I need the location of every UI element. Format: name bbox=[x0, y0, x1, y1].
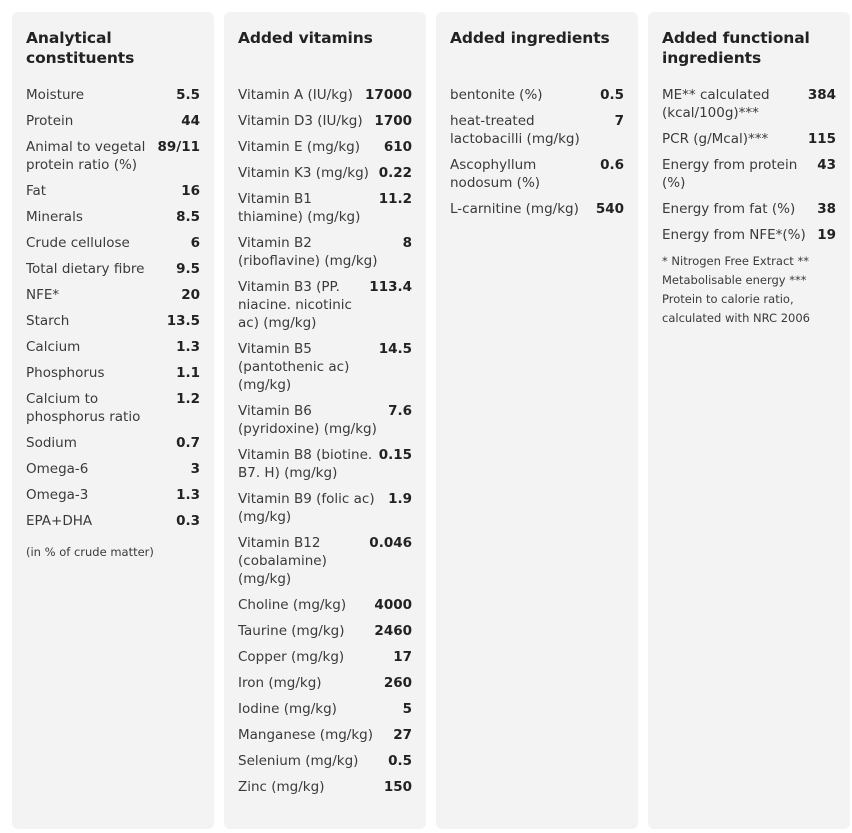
row-label: Minerals bbox=[26, 209, 83, 225]
row-label: Calcium to phosphorus ratio bbox=[26, 391, 141, 425]
added-vitamins-panel bbox=[224, 12, 426, 829]
table-row bbox=[238, 534, 412, 588]
row-label: EPA+DHA bbox=[26, 513, 93, 529]
row-value: 7.6 bbox=[388, 403, 412, 419]
row-value: 5.5 bbox=[176, 87, 200, 103]
row-value: 8 bbox=[402, 235, 412, 251]
row-label: bentonite (%) bbox=[450, 87, 543, 103]
table-row bbox=[26, 338, 200, 356]
row-label: Animal to vegetal protein ratio (%) bbox=[26, 139, 146, 173]
row-value: 1.9 bbox=[388, 491, 412, 507]
table-row bbox=[450, 156, 624, 192]
row-label: Selenium (mg/kg) bbox=[238, 753, 359, 769]
table-row bbox=[26, 182, 200, 200]
analytical-rows bbox=[26, 86, 200, 530]
row-label: Fat bbox=[26, 183, 47, 199]
added-ingredients-panel bbox=[436, 12, 638, 829]
row-label: Choline (mg/kg) bbox=[238, 597, 347, 613]
table-row bbox=[26, 434, 200, 452]
table-row bbox=[662, 86, 836, 122]
added-functional-ingredients-title: Added functional ingredients bbox=[662, 29, 810, 67]
row-value: 0.3 bbox=[176, 513, 200, 529]
row-value: 4000 bbox=[374, 597, 412, 613]
row-label: Vitamin D3 (IU/kg) bbox=[238, 113, 363, 129]
row-value: 260 bbox=[383, 675, 412, 691]
table-row bbox=[450, 200, 624, 218]
row-value: 11.2 bbox=[378, 191, 412, 207]
row-label: NFE* bbox=[26, 287, 60, 303]
table-row bbox=[238, 234, 412, 270]
table-row bbox=[26, 312, 200, 330]
row-label: Moisture bbox=[26, 87, 85, 103]
ingredient-rows bbox=[450, 86, 624, 218]
added-vitamins-title: Added vitamins bbox=[238, 29, 373, 47]
table-row bbox=[26, 486, 200, 504]
row-label: PCR (g/Mcal)*** bbox=[662, 131, 769, 147]
table-row bbox=[238, 596, 412, 614]
row-value: 14.5 bbox=[378, 341, 412, 357]
table-row bbox=[26, 364, 200, 382]
row-label: Vitamin B2 (riboflavine) (mg/kg) bbox=[238, 235, 378, 269]
row-label: Manganese (mg/kg) bbox=[238, 727, 373, 743]
row-value: 1.1 bbox=[176, 365, 200, 381]
table-row bbox=[238, 490, 412, 526]
row-label: Energy from fat (%) bbox=[662, 201, 796, 217]
table-row bbox=[662, 156, 836, 192]
vitamin-rows bbox=[238, 86, 412, 796]
row-value: 3 bbox=[190, 461, 200, 477]
row-label: Phosphorus bbox=[26, 365, 105, 381]
table-row bbox=[26, 234, 200, 252]
analytical-constituents-panel bbox=[12, 12, 214, 829]
row-label: heat-treated lactobacilli (mg/kg) bbox=[450, 113, 580, 147]
row-label: L-carnitine (mg/kg) bbox=[450, 201, 579, 217]
row-label: Vitamin B5 (pantothenic ac) (mg/kg) bbox=[238, 341, 350, 393]
row-label: Vitamin B9 (folic ac) (mg/kg) bbox=[238, 491, 375, 525]
analytical-note: (in % of crude matter) bbox=[26, 545, 154, 559]
table-row bbox=[238, 278, 412, 332]
row-value: 89/11 bbox=[157, 139, 200, 155]
row-value: 0.15 bbox=[378, 447, 412, 463]
table-row bbox=[238, 402, 412, 438]
row-label: Sodium bbox=[26, 435, 77, 451]
row-value: 16 bbox=[181, 183, 200, 199]
row-value: 20 bbox=[181, 287, 200, 303]
row-value: 43 bbox=[817, 157, 836, 173]
row-label: Energy from NFE*(%) bbox=[662, 227, 806, 243]
table-row bbox=[26, 460, 200, 478]
row-value: 1700 bbox=[374, 113, 412, 129]
table-row bbox=[662, 130, 836, 148]
row-label: Vitamin B1 thiamine) (mg/kg) bbox=[238, 191, 361, 225]
row-label: Vitamin B8 (biotine. B7. H) (mg/kg) bbox=[238, 447, 373, 481]
row-value: 2460 bbox=[374, 623, 412, 639]
table-row bbox=[450, 112, 624, 148]
table-row bbox=[238, 622, 412, 640]
row-label: Iodine (mg/kg) bbox=[238, 701, 337, 717]
row-label: Iron (mg/kg) bbox=[238, 675, 322, 691]
row-value: 0.6 bbox=[600, 157, 624, 173]
table-row bbox=[238, 86, 412, 104]
row-value: 113.4 bbox=[369, 279, 412, 295]
row-label: Calcium bbox=[26, 339, 81, 355]
table-row bbox=[26, 138, 200, 174]
row-value: 44 bbox=[181, 113, 200, 129]
table-row bbox=[238, 340, 412, 394]
row-label: Vitamin B3 (PP. niacine. nicotinic ac) (mg/kg) bbox=[238, 279, 352, 331]
row-label: Vitamin B6 (pyridoxine) (mg/kg) bbox=[238, 403, 377, 437]
table-row bbox=[238, 138, 412, 156]
row-value: 8.5 bbox=[176, 209, 200, 225]
row-value: 0.22 bbox=[378, 165, 412, 181]
row-value: 1.3 bbox=[176, 487, 200, 503]
row-value: 0.7 bbox=[176, 435, 200, 451]
row-label: Vitamin K3 (mg/kg) bbox=[238, 165, 369, 181]
table-row bbox=[26, 260, 200, 278]
added-functional-ingredients-panel bbox=[648, 12, 850, 829]
row-label: Vitamin E (mg/kg) bbox=[238, 139, 361, 155]
table-row bbox=[238, 726, 412, 744]
table-row bbox=[238, 112, 412, 130]
added-ingredients-title: Added ingredients bbox=[450, 29, 610, 47]
row-value: 9.5 bbox=[176, 261, 200, 277]
row-value: 610 bbox=[383, 139, 412, 155]
row-label: Starch bbox=[26, 313, 70, 329]
row-value: 0.5 bbox=[600, 87, 624, 103]
functional-note: * Nitrogen Free Extract ** Metabolisable energy *** Protein to calorie ratio, calculated with NRC 2006 bbox=[662, 254, 810, 325]
table-row bbox=[26, 286, 200, 304]
row-value: 17000 bbox=[365, 87, 412, 103]
row-label: Copper (mg/kg) bbox=[238, 649, 345, 665]
table-row bbox=[238, 674, 412, 692]
row-value: 38 bbox=[817, 201, 836, 217]
row-label: Vitamin A (IU/kg) bbox=[238, 87, 353, 103]
row-label: Ascophyllum nodosum (%) bbox=[450, 157, 541, 191]
row-label: Protein bbox=[26, 113, 74, 129]
row-label: Omega-6 bbox=[26, 461, 89, 477]
row-label: Vitamin B12 (cobalamine) (mg/kg) bbox=[238, 535, 327, 587]
row-value: 0.046 bbox=[369, 535, 412, 551]
row-label: Zinc (mg/kg) bbox=[238, 779, 325, 795]
table-row bbox=[238, 700, 412, 718]
row-value: 5 bbox=[402, 701, 412, 717]
table-row bbox=[26, 86, 200, 104]
row-value: 150 bbox=[383, 779, 412, 795]
row-label: ME** calculated (kcal/100g)*** bbox=[662, 87, 770, 121]
table-row bbox=[238, 752, 412, 770]
row-value: 13.5 bbox=[166, 313, 200, 329]
table-row bbox=[26, 208, 200, 226]
analytical-constituents-title: Analytical constituents bbox=[26, 29, 135, 67]
row-label: Crude cellulose bbox=[26, 235, 130, 251]
row-label: Taurine (mg/kg) bbox=[238, 623, 345, 639]
table-row bbox=[238, 164, 412, 182]
row-label: Energy from protein (%) bbox=[662, 157, 798, 191]
functional-rows bbox=[662, 86, 836, 244]
row-value: 6 bbox=[190, 235, 200, 251]
row-label: Total dietary fibre bbox=[26, 261, 145, 277]
row-value: 27 bbox=[393, 727, 412, 743]
table-row bbox=[26, 512, 200, 530]
row-value: 1.3 bbox=[176, 339, 200, 355]
row-value: 17 bbox=[393, 649, 412, 665]
row-value: 1.2 bbox=[176, 391, 200, 407]
row-value: 384 bbox=[807, 87, 836, 103]
row-value: 540 bbox=[595, 201, 624, 217]
row-value: 115 bbox=[807, 131, 836, 147]
table-row bbox=[238, 778, 412, 796]
row-value: 7 bbox=[614, 113, 624, 129]
table-row bbox=[662, 200, 836, 218]
row-value: 19 bbox=[817, 227, 836, 243]
row-label: Omega-3 bbox=[26, 487, 89, 503]
table-row bbox=[26, 390, 200, 426]
table-row bbox=[450, 86, 624, 104]
table-row bbox=[238, 648, 412, 666]
table-row bbox=[662, 226, 836, 244]
table-row bbox=[238, 190, 412, 226]
row-value: 0.5 bbox=[388, 753, 412, 769]
table-row bbox=[26, 112, 200, 130]
table-row bbox=[238, 446, 412, 482]
